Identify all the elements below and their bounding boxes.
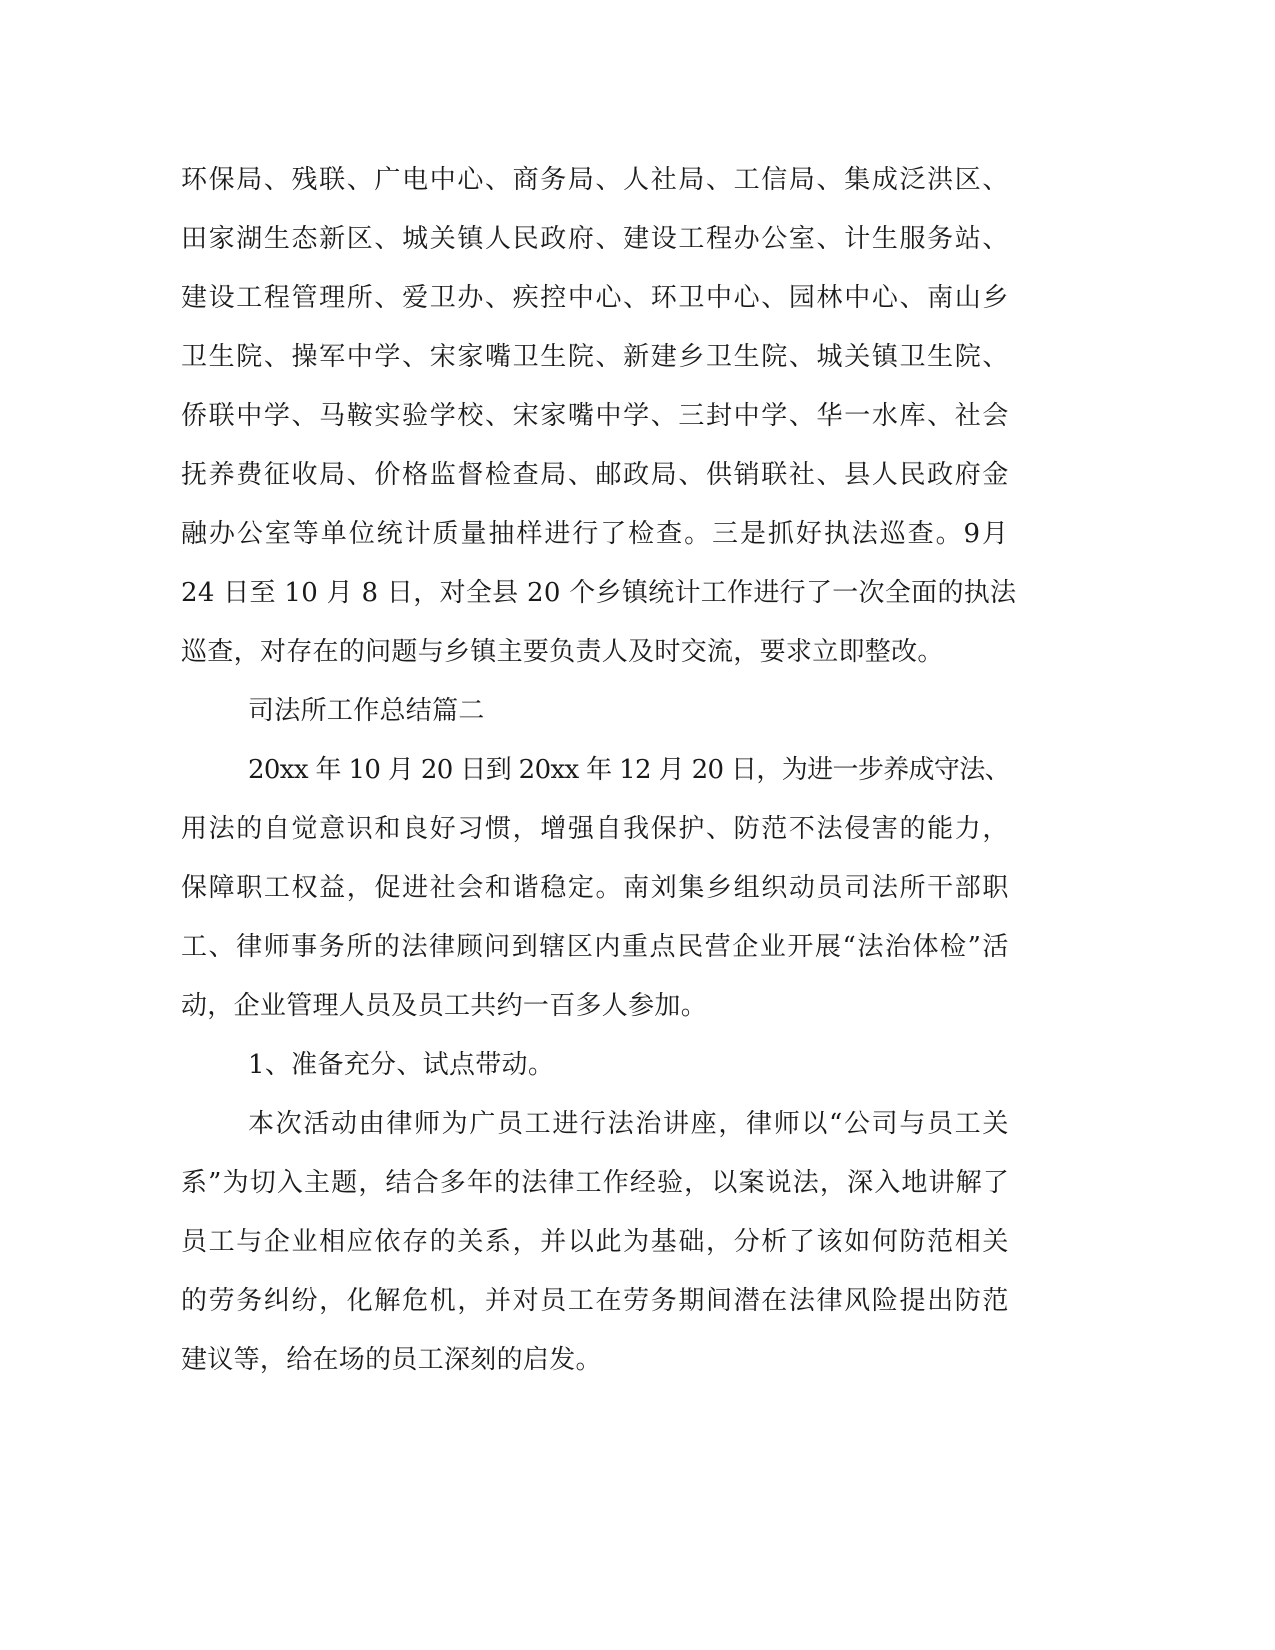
section-title: 司法所工作总结篇二: [248, 696, 485, 726]
text-line: 巡查，对存在的问题与乡镇主要负责人及时交流，要求立即整改。: [181, 637, 944, 667]
text-line: 24 日至 10 月 8 日，对全县 20 个乡镇统计工作进行了一次全面的执法: [181, 578, 1017, 608]
text-line: 用法的自觉意识和良好习惯，增强自我保护、防范不法侵害的能力，: [181, 814, 1010, 844]
text-line: 本次活动由律师为广员工进行法治讲座，律师以“公司与员工关: [248, 1109, 1010, 1139]
text-line: 抚养费征收局、价格监督检查局、邮政局、供销联社、县人民政府金: [181, 460, 1010, 490]
text-line: 环保局、残联、广电中心、商务局、人社局、工信局、集成泛洪区、: [181, 165, 1010, 195]
text-line: 田家湖生态新区、城关镇人民政府、建设工程办公室、计生服务站、: [181, 224, 1010, 254]
text-line: 建议等，给在场的员工深刻的启发。: [181, 1345, 602, 1375]
text-line: 保障职工权益，促进社会和谐稳定。南刘集乡组织动员司法所干部职: [181, 873, 1010, 903]
text-line: 的劳务纠纷，化解危机，并对员工在劳务期间潜在法律风险提出防范: [181, 1286, 1010, 1316]
text-line: 工、律师事务所的法律顾问到辖区内重点民营企业开展“法治体检”活: [181, 932, 1010, 962]
text-line: 侨联中学、马鞍实验学校、宋家嘴中学、三封中学、华一水库、社会: [181, 401, 1010, 431]
text-line: 建设工程管理所、爱卫办、疾控中心、环卫中心、园林中心、南山乡: [181, 283, 1010, 313]
subheading: 1、准备充分、试点带动。: [248, 1050, 555, 1080]
text-line: 卫生院、操军中学、宋家嘴卫生院、新建乡卫生院、城关镇卫生院、: [181, 342, 1010, 372]
text-line: 系”为切入主题，结合多年的法律工作经验，以案说法，深入地讲解了: [181, 1168, 1010, 1198]
text-line: 动，企业管理人员及员工共约一百多人参加。: [181, 991, 708, 1021]
text-line: 20xx 年 10 月 20 日到 20xx 年 12 月 20 日，为进一步养成守法、: [248, 755, 1010, 785]
text-line: 员工与企业相应依存的关系，并以此为基础，分析了该如何防范相关: [181, 1227, 1010, 1257]
text-line: 融办公室等单位统计质量抽样进行了检查。三是抓好执法巡查。9月: [181, 519, 1010, 549]
